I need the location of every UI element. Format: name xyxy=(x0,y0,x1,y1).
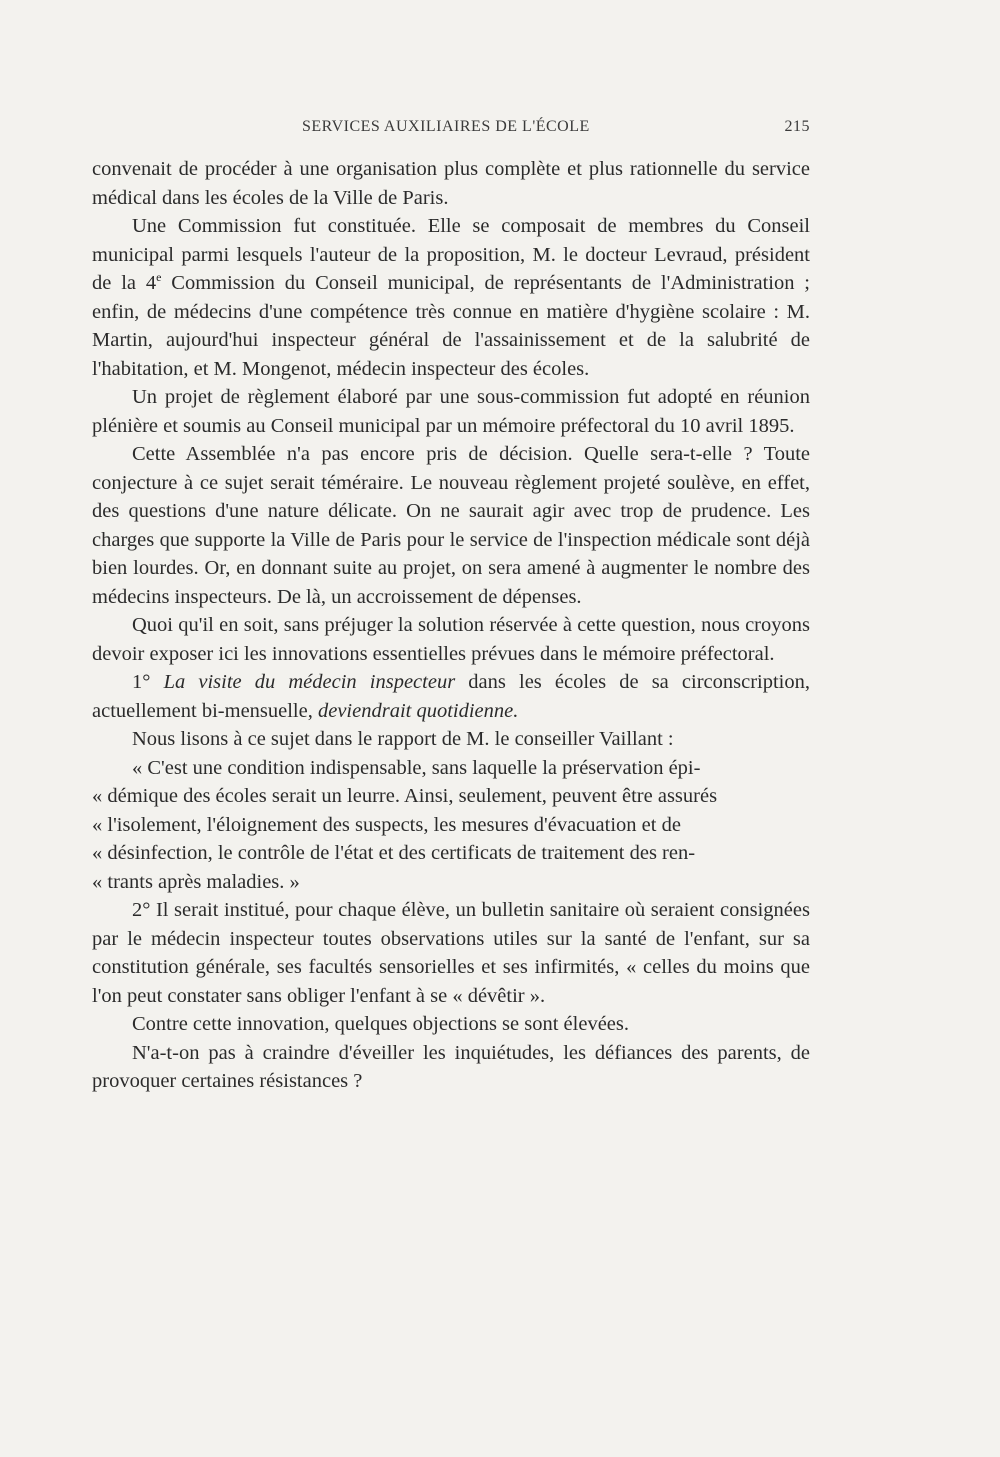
paragraph: N'a-t-on pas à craindre d'éveiller les inquiétudes, les défiances des parents, de provoquer certaines résistances ? xyxy=(92,1041,810,1092)
paragraph xyxy=(92,668,810,725)
paragraph: 2° Il serait institué, pour chaque élève, un bulletin sanitaire où seraient consignées par le médecin inspecteur toutes observations utiles sur la santé de l'enfant, sur sa constitution générale, ses facultés sensorielles et ses infirmités, « celles du moins que l'on peut constater sans obliger l'enfant à se « dévêtir ». xyxy=(92,899,810,1007)
quote-line: « C'est une condition indispensable, sans laquelle la préservation épi- xyxy=(132,756,701,779)
body-text xyxy=(92,155,810,1096)
superscript: e xyxy=(156,270,162,285)
paragraph: convenait de procéder à une organisation plus complète et plus rationnelle du service médical dans les écoles de la Ville de Paris. xyxy=(92,158,810,209)
italic-text: deviendrait quotidienne. xyxy=(317,699,519,722)
paragraph: Contre cette innovation, quelques objections se sont élevées. xyxy=(132,1013,629,1035)
paragraph-text: dans les écoles de sa circonscription, actuellement bi-mensuelle, xyxy=(92,671,810,722)
paragraph-text: Une Commission fut constituée. Elle se composait de membres du Conseil municipal parmi lesquels l'auteur de la proposition, M. le docteur Levraud, président de la 4 xyxy=(92,215,810,294)
paragraph: Un projet de règlement élaboré par une sous-commission fut adopté en réunion plénière et soumis au Conseil municipal par un mémoire préfectoral du 10 avril 1895. xyxy=(92,386,810,437)
paragraph: Cette Assemblée n'a pas encore pris de décision. Quelle sera-t-elle ? Toute conjecture à ce sujet serait téméraire. Le nouveau règlement projeté soulève, en effet, des questions d'une nature délicate. On ne saurait agir avec trop de prudence. Les charges que supporte la Ville de Paris pour le service de l'inspection médicale sont déjà bien lourdes. Or, en donnant suite au projet, on sera amené à augmenter le nombre des médecins inspecteurs. De là, un accroissement de dépenses. xyxy=(92,443,810,608)
running-title: SERVICES AUXILIAIRES DE L'ÉCOLE xyxy=(302,118,590,135)
quote-line: « désinfection, le contrôle de l'état et des certificats de traitement des ren- xyxy=(92,842,696,864)
quote-line: « démique des écoles serait un leurre. Ainsi, seulement, peuvent être assurés xyxy=(92,785,718,807)
quote-line: « l'isolement, l'éloignement des suspects, les mesures d'évacuation et de xyxy=(92,813,681,836)
running-header xyxy=(92,118,810,140)
page-number: 215 xyxy=(784,118,810,135)
paragraph xyxy=(92,212,810,383)
paragraph-text: Commission du Conseil municipal, de représentants de l'Administration ; enfin, de médecins d'une compétence très connue en matière d'hygiène scolaire : M. Martin, aujourd'hui inspecteur général de l'assainissement et de la salubrité de l'habitation, et M. Mongenot, médecin inspecteur des écoles. xyxy=(92,272,810,380)
item-number: 1° xyxy=(132,671,151,693)
paragraph: Nous lisons à ce sujet dans le rapport de M. le conseiller Vaillant : xyxy=(132,728,674,750)
italic-text: La visite du médecin inspecteur xyxy=(163,671,456,693)
quote-line: « trants après maladies. » xyxy=(92,870,300,893)
paragraph: Quoi qu'il en soit, sans préjuger la solution réservée à cette question, nous croyons devoir exposer ici les innovations essentielles prévues dans le mémoire préfectoral. xyxy=(92,614,810,665)
